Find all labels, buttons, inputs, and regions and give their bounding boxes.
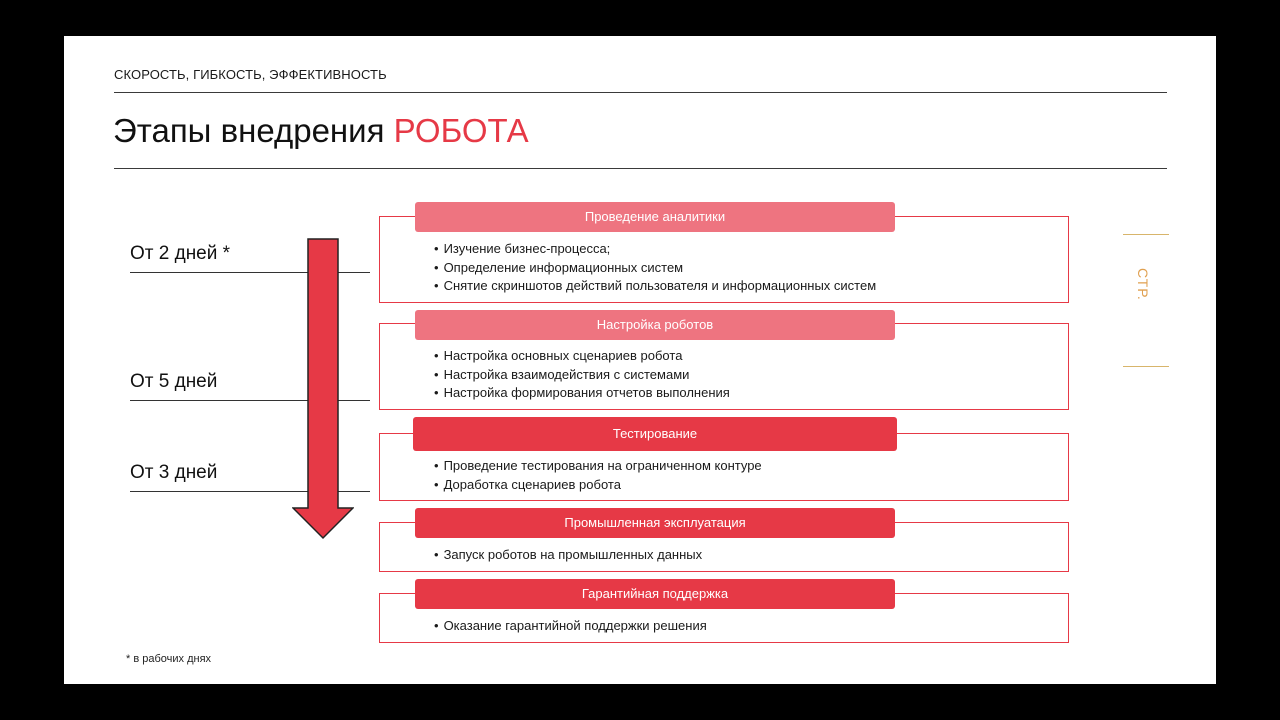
list-item: • Оказание гарантийной поддержки решения	[434, 617, 707, 636]
title-main: Этапы внедрения	[113, 112, 394, 149]
list-item: • Доработка сценариев робота	[434, 476, 762, 495]
duration-label-1: От 2 дней *	[130, 243, 231, 264]
slide	[64, 36, 1216, 684]
stage-items-testing	[434, 457, 762, 494]
stage-items-production	[434, 546, 702, 565]
slide-title	[113, 112, 529, 150]
stage-header-testing: Тестирование	[413, 417, 897, 451]
stage-items-robot-setup	[434, 347, 730, 403]
list-item: • Определение информационных систем	[434, 259, 876, 278]
footnote: * в рабочих днях	[126, 653, 212, 665]
list-item: • Запуск роботов на промышленных данных	[434, 546, 702, 565]
page-label: СТР.	[1135, 268, 1151, 301]
slide-subtitle: СКОРОСТЬ, ГИБКОСТЬ, ЭФФЕКТИВНОСТЬ	[114, 67, 387, 82]
title-accent: РОБОТА	[393, 112, 529, 149]
list-item: • Снятие скриншотов действий пользователя и информационных систем	[434, 277, 876, 296]
duration-label-2: От 5 дней	[130, 371, 218, 392]
stage-header-robot-setup: Настройка роботов	[415, 310, 895, 340]
top-divider	[114, 92, 1167, 93]
list-item: • Настройка формирования отчетов выполнения	[434, 384, 730, 403]
list-item: • Изучение бизнес-процесса;	[434, 240, 876, 259]
stage-header-support: Гарантийная поддержка	[415, 579, 895, 609]
stage-items-support	[434, 617, 707, 636]
stage-header-analytics: Проведение аналитики	[415, 202, 895, 232]
stage-items-analytics	[434, 240, 876, 296]
list-item: • Настройка взаимодействия с системами	[434, 366, 730, 385]
stage-header-production: Промышленная эксплуатация	[415, 508, 895, 538]
side-divider-bottom	[1123, 366, 1169, 367]
timeline-down-arrow-icon	[292, 238, 354, 540]
duration-label-3: От 3 дней	[130, 462, 218, 483]
list-item: • Настройка основных сценариев робота	[434, 347, 730, 366]
list-item: • Проведение тестирования на ограниченном контуре	[434, 457, 762, 476]
side-divider-top	[1123, 234, 1169, 235]
title-divider	[114, 168, 1167, 169]
